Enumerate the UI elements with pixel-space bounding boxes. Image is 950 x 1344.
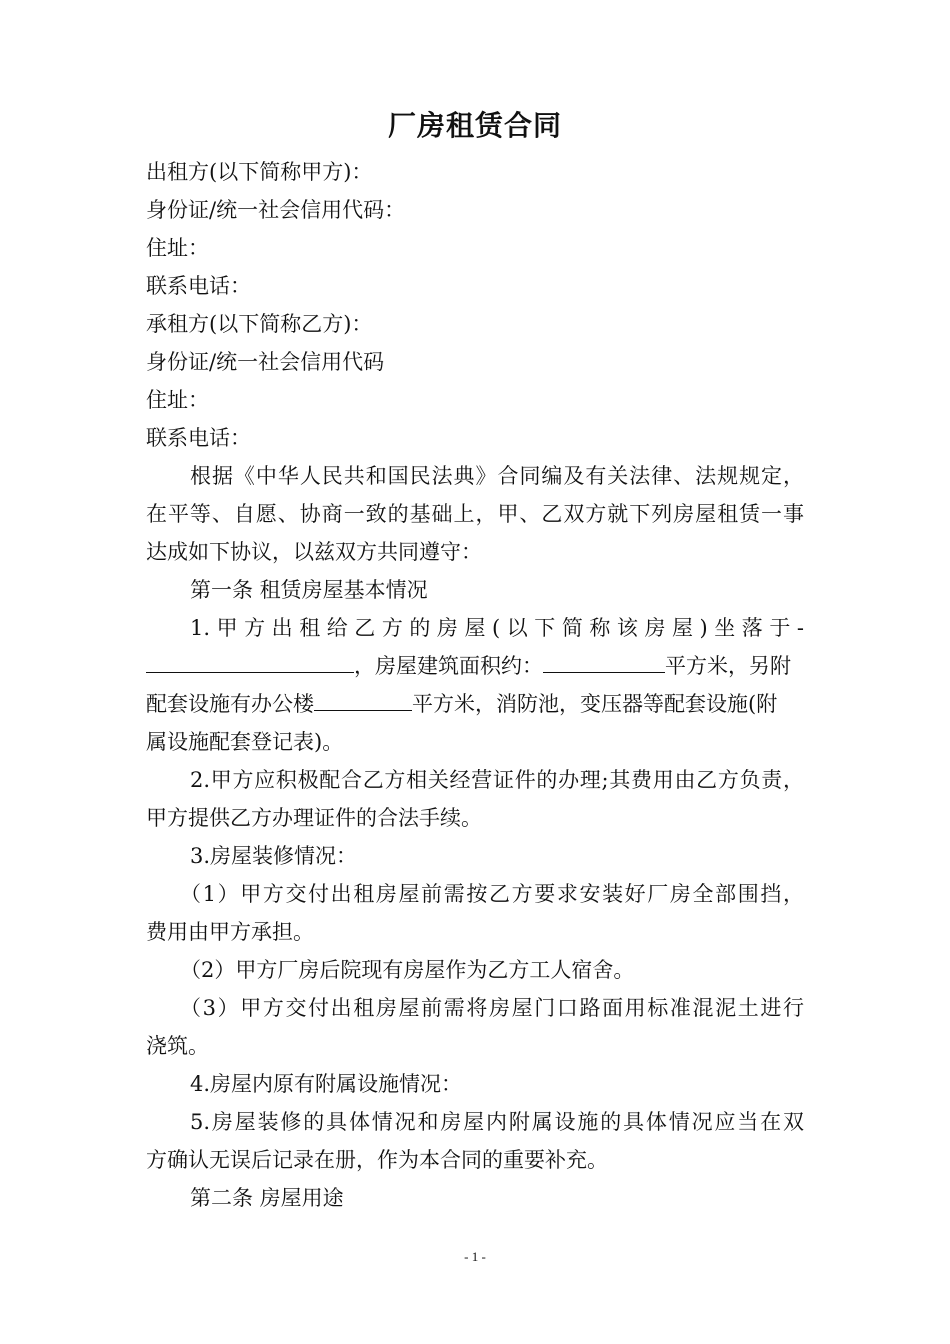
article-2-heading: 第二条 房屋用途 — [190, 1186, 344, 1210]
lessor-address-label: 住址： — [146, 236, 209, 260]
article-1-heading: 第一条 租赁房屋基本情况 — [190, 578, 428, 602]
item-3-sub-2: （2）甲方厂房后院现有房屋作为乙方工人宿舍。 — [180, 958, 635, 982]
lessee-address-label: 住址： — [146, 388, 209, 412]
item-3-sub-1-line-2: 费用由甲方承担。 — [146, 920, 314, 944]
item-3-sub-3-line-1: （3）甲方交付出租房屋前需将房屋门口路面用标准混泥土进行 — [180, 996, 804, 1020]
lessor-id-label: 身份证/统一社会信用代码： — [146, 198, 406, 222]
item-3-sub-1-line-1: （1）甲方交付出租房屋前需按乙方要求安装好厂房全部围挡， — [180, 882, 804, 906]
item-2-line-2: 甲方提供乙方办理证件的合法手续。 — [146, 806, 482, 830]
office-area-blank[interactable] — [314, 690, 412, 711]
item-3-sub-3-line-2: 浇筑。 — [146, 1034, 209, 1058]
item-3-heading: 3.房屋装修情况： — [190, 844, 358, 868]
area-blank[interactable] — [543, 652, 665, 673]
item-5-line-1: 5.房屋装修的具体情况和房屋内附属设施的具体情况应当在双 — [190, 1110, 804, 1134]
preamble-line-1: 根据《中华人民共和国民法典》合同编及有关法律、法规规定， — [190, 464, 804, 488]
lessee-id-label: 身份证/统一社会信用代码 — [146, 350, 385, 374]
preamble-line-2: 在平等、自愿、协商一致的基础上，甲、乙双方就下列房屋租赁一事 — [146, 502, 804, 526]
lessor-name-label: 出租方(以下简称甲方)： — [146, 160, 373, 184]
area-label: ，房屋建筑面积约： — [354, 654, 543, 678]
item-1-line-2 — [146, 652, 791, 680]
lessee-phone-label: 联系电话： — [146, 426, 251, 450]
item-1-line-4: 属设施配套登记表)。 — [146, 730, 344, 754]
office-building-label: 配套设施有办公楼 — [146, 692, 314, 716]
item-4: 4.房屋内原有附属设施情况： — [190, 1072, 463, 1096]
facilities-label: 平方米，消防池，变压器等配套设施(附 — [412, 692, 778, 716]
lessee-name-label: 承租方(以下简称乙方)： — [146, 312, 373, 336]
location-blank[interactable] — [146, 652, 354, 673]
contract-title: 厂房租赁合同 — [387, 109, 562, 142]
item-1-line-3 — [146, 690, 777, 718]
page-number: - 1 - — [464, 1249, 486, 1264]
preamble-line-3: 达成如下协议，以兹双方共同遵守： — [146, 540, 482, 564]
item-5-line-2: 方确认无误后记录在册，作为本合同的重要补充。 — [146, 1148, 608, 1172]
area-unit-label: 平方米，另附 — [665, 654, 791, 678]
item-1-line-1: 1.甲方出租给乙方的房屋(以下简称该房屋)坐落于- — [190, 616, 804, 640]
item-2-line-1: 2.甲方应积极配合乙方相关经营证件的办理;其费用由乙方负责， — [190, 768, 804, 792]
lessor-phone-label: 联系电话： — [146, 274, 251, 298]
